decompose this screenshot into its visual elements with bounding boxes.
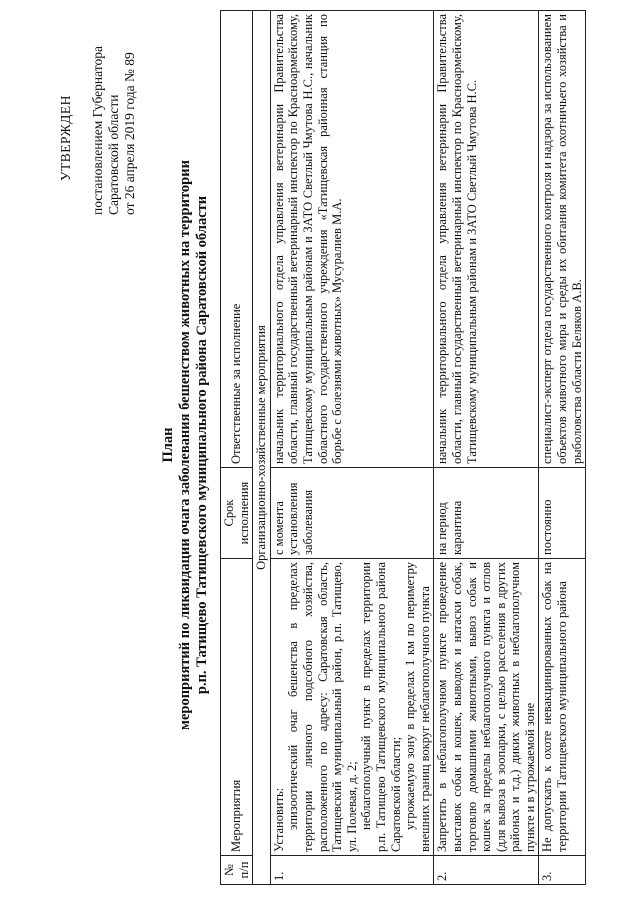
measure-paragraph: угрожаемую зону в пределах 1 км по периметру внешних границ вокруг неблагополучного пункта <box>403 562 432 852</box>
header-term: Срок исполнения <box>221 468 253 559</box>
row-measures <box>539 559 586 856</box>
row-responsible: специалист-эксперт отдела государственного контроля и надзора за использованием объектов животного мира и среды их обитания комитета охотничьего хозяйства и рыболовства области Беляков А.В. <box>539 11 586 468</box>
table-row <box>539 11 586 885</box>
row-num: 3. <box>539 856 586 885</box>
header-responsible: Ответственные за исполнение <box>221 11 253 468</box>
row-measures <box>270 559 434 856</box>
row-measures <box>434 559 539 856</box>
measures-table <box>220 10 586 885</box>
row-term: с момента установления заболевания <box>270 468 434 559</box>
title-line-3: р.п. Татищево Татищевского муниципального района Саратовской области <box>194 195 210 695</box>
row-responsible: начальник территориального отдела управления ветеринарии Правительства области, главный государственный ветеринарный инспектор по Красноармейскому, Татищевскому муниципальным районам и ЗАТО Светлый Чмутова Н.С., начальник областного государственного учреждения «Татищевская районная станция по борьбе с болезнями животных» Мусуралиев М.А. <box>270 11 434 468</box>
approval-line-1: постановлением Губернатора <box>90 46 105 215</box>
title-line-2: мероприятий по ликвидации очага заболевания бешенством животных на территории <box>177 160 193 730</box>
section-row <box>253 11 271 885</box>
document-title <box>160 45 211 845</box>
title-line-1: План <box>160 427 176 463</box>
table-row <box>434 11 539 885</box>
measure-paragraph: Запретить в неблагополучном пункте проведение выставок собак и кошек, выводок и натаски собак, торговлю домашними животными, вывоз собак и кошек за пределы неблагополучного пункта и отлов (для вывоза в зоопарки, с целью расселения в других районах и т.д.) диких животных в неблагополучном пункте и в угрожаемой зоне <box>435 562 537 852</box>
row-num: 1. <box>270 856 434 885</box>
row-responsible: начальник территориального отдела управления ветеринарии Правительства области, главный государственный ветеринарный инспектор по Красноармейскому, Татищевскому муниципальным районам и ЗАТО Светлый Чмутова Н.С. <box>434 11 539 468</box>
measure-paragraph: неблагополучный пункт в пределах территории р.п. Татищево Татищевского муниципального района Саратовской области; <box>359 562 403 852</box>
measure-paragraph: эпизоотический очаг бешенства в пределах территории личного подсобного хозяйства, расположенного по адресу: Саратовская область, Татищевский муниципальный район, р.п. Татищево, ул. Полевая, д. 2; <box>286 562 359 852</box>
measure-paragraph: Не допускать к охоте невакцинированных собак на территории Татищевского муниципального района <box>540 562 570 852</box>
row-num: 2. <box>434 856 539 885</box>
table-header-row <box>221 11 253 885</box>
table-row <box>270 11 434 885</box>
header-measures: Мероприятия <box>221 559 253 856</box>
approval-heading: УТВЕРЖДЕН <box>58 95 73 181</box>
row-term: на период карантина <box>434 468 539 559</box>
header-num: № п/п <box>221 856 253 885</box>
section-title: Организационно-хозяйственные мероприятия <box>253 11 271 885</box>
row-term: постоянно <box>539 468 586 559</box>
approval-line-2: Саратовской области <box>106 94 121 215</box>
approval-block <box>58 15 138 215</box>
measure-paragraph: Установить: <box>271 787 286 852</box>
approval-line-3: от 26 апреля 2019 года № 89 <box>122 52 137 215</box>
